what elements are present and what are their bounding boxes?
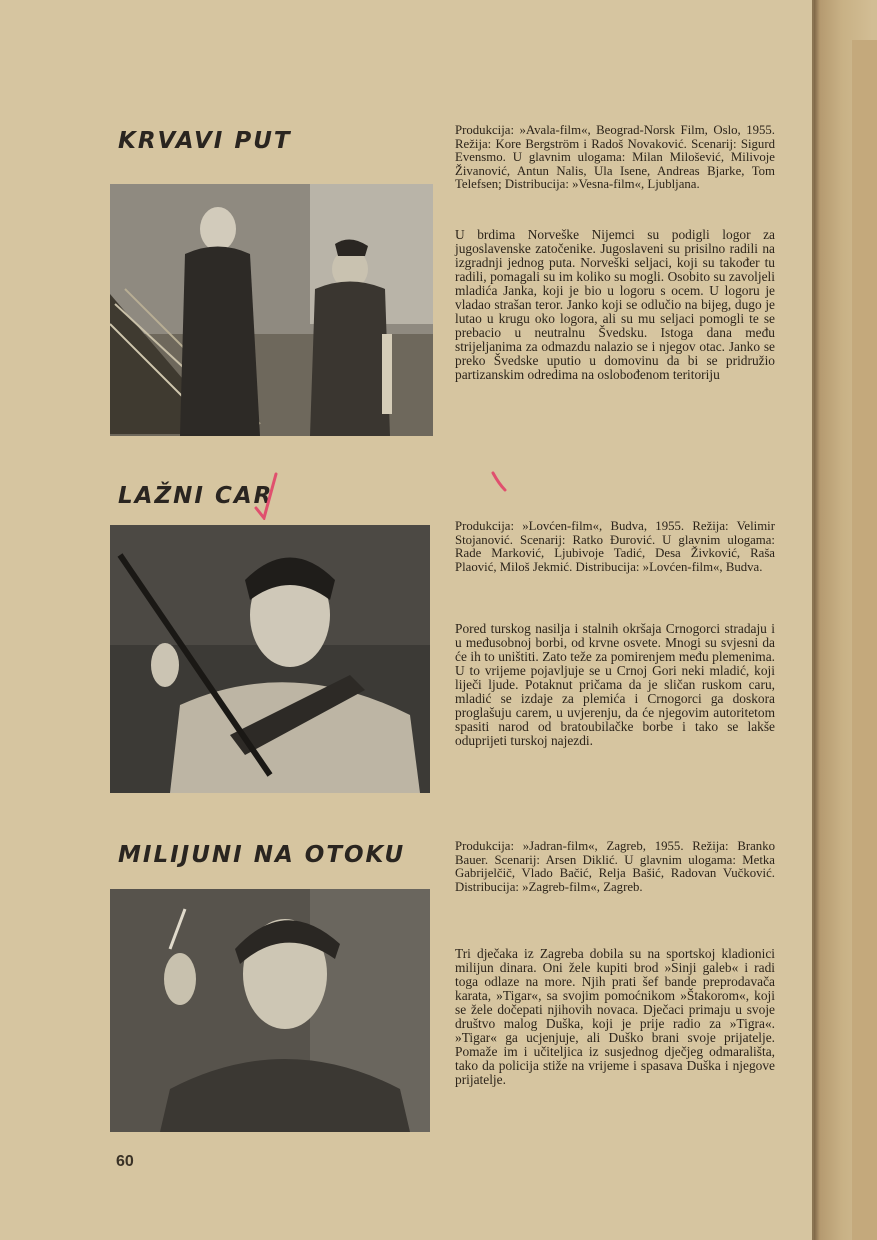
film-synopsis-krvavi-put: U brdima Norveške Nijemci su podigli logor za jugoslavenske zatočenike. Jugoslaveni su prisilno radili na izgradnji jednog puta. Norveški seljaci, koji su također tu radili, pomagali su im koliko su mogli. Osobito su zavoljeli mladića Janka, koji je bio u logoru s ocem. U logoru je vladao strašan teror. Janko koji se odlučio na bijeg, dugo je lutao u krugu oko logora, ali su mu seljaci pomogli te se prebacio u neutralnu Švedsku. Istoga dana među strijeljanima za odmazdu nalazio se i njegov otac. Janko se preko Švedske uputio u domovinu da bi se pridružio partizanskim odredima na oslobođenom teritoriju: [455, 227, 775, 382]
film-credits-milijuni-na-otoku: Produkcija: »Jadran-film«, Zagreb, 1955. Režija: Branko Bauer. Scenarij: Arsen Diklić. U glavnim ulogama: Metka Gabrijelčič, Vlado Bačić, Relja Bašić, Radovan Vučković. Distribucija: »Zagreb-film«, Zagreb.: [455, 839, 775, 894]
film-still-krvavi-put: [110, 184, 433, 436]
next-page-edge: [852, 40, 877, 1240]
film-title-lazni-car: LAŽNI CAR: [118, 483, 274, 509]
film-still-lazni-car: [110, 525, 430, 793]
film-credits-krvavi-put: Produkcija: »Avala-film«, Beograd-Norsk Film, Oslo, 1955. Režija: Kore Bergström i Radoš Novaković. Scenarij: Sigurd Evensmo. U glavnim ulogama: Milan Milošević, Milivoje Živanović, Antun Nalis, Ula Isene, Andreas Bjarke, Tom Telefsen; Distribucija: »Vesna-film«, Ljubljana.: [455, 123, 775, 192]
film-credits-lazni-car: Produkcija: »Lovćen-film«, Budva, 1955. Režija: Velimir Stojanović. Scenarij: Ratko Đurović. U glavnim ulogama: Rade Marković, Ljubivoje Tadić, Desa Živković, Raša Plaović, Miloš Jekmić. Distribucija: »Lovćen-film«, Budva.: [455, 519, 775, 574]
red-pen-mark-annotation: [490, 470, 510, 494]
film-synopsis-lazni-car: Pored turskog nasilja i stalnih okršaja Crnogorci stradaju i u međusobnoj borbi, od krvne osvete. Mnogi su svjesni da će ih to uništiti. Zato teže za pomirenjem među plemenima. U to vrijeme pojavljuje se u Crnoj Gori neki mladić, koji liječi ljude. Potaknut pričama da je sličan ruskom caru, mladić se izdaje za plemića i Crnogorci ga doskora proglašuju carem, u uvjerenju, da će njegovim autoritetom spasiti narod od bratoubilačke borbe i tako se lakše oduprijeti turskoj najezdi.: [455, 621, 775, 748]
page-number: 60: [116, 1153, 134, 1170]
film-title-milijuni-na-otoku: MILIJUNI NA OTOKU: [118, 842, 406, 868]
red-check-mark-annotation: [252, 470, 282, 520]
film-synopsis-milijuni-na-otoku: Tri dječaka iz Zagreba dobila su na sportskoj kladionici milijun dinara. Oni žele kupiti brod »Sinji galeb« i radi toga odlaze na more. Njih prati šef bande preprodavača karata, »Tigar«, sa svojim pomoćnikom »Štakorom«, koji se žele dočepati njihovih novaca. Dječaci primaju u svoje društvo malog Duška, koji je prije radio za »Tigra«. »Tigar« ga ucjenjuje, ali Duško brani svoje prijatelje. Pomaže im i učiteljica iz susjednog dječjeg odmarališta, tako da policija stiže na vrijeme i spasava Duška i njegove prijatelje.: [455, 946, 775, 1087]
film-title-krvavi-put: KRVAVI PUT: [118, 128, 292, 154]
film-still-milijuni-na-otoku: [110, 889, 430, 1132]
